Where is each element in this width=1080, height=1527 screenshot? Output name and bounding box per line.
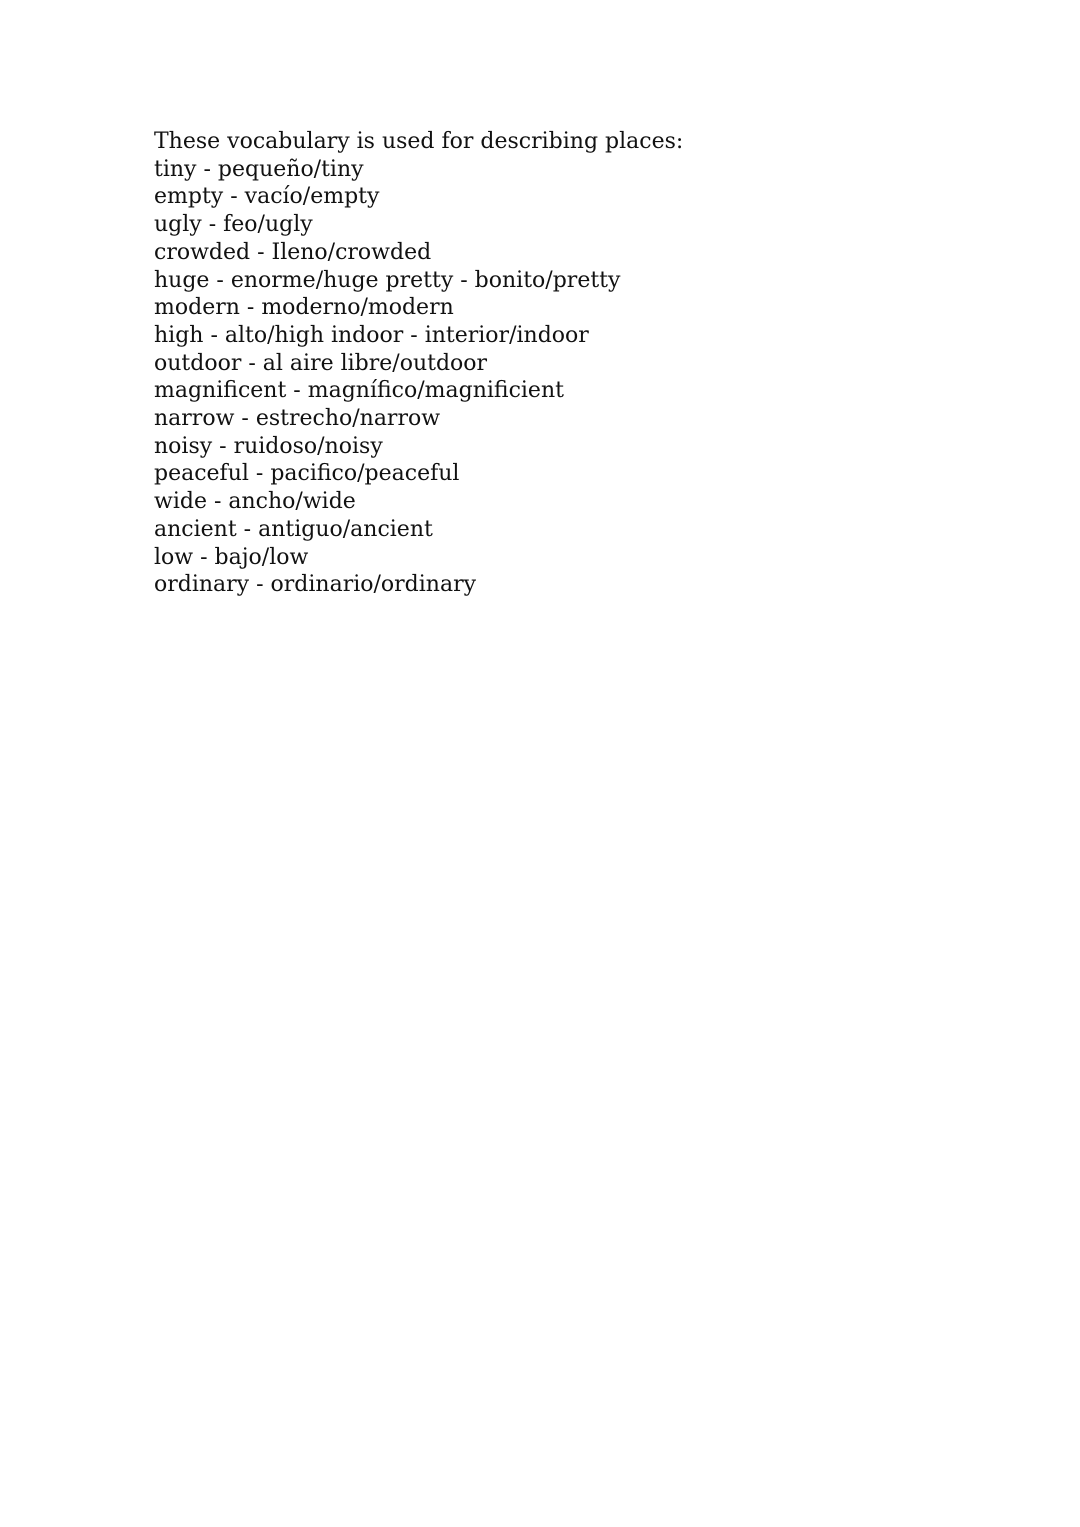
vocab-line: wide - ancho/wide [154, 489, 356, 515]
vocab-line: ordinary - ordinario/ordinary [154, 572, 477, 598]
vocab-line: high - alto/high indoor - interior/indoor [154, 322, 589, 348]
vocab-line: outdoor - al aire libre/outdoor [154, 350, 488, 376]
vocab-line: ugly - feo/ugly [154, 212, 313, 238]
vocab-line: narrow - estrecho/narrow [154, 406, 441, 432]
vocab-line: peaceful - pacifico/peaceful [154, 461, 460, 487]
intro-line: These vocabulary is used for describing places: [154, 129, 684, 154]
vocab-line: ancient - antiguo/ancient [154, 516, 433, 542]
vocab-line: noisy - ruidoso/noisy [154, 433, 383, 459]
vocab-line: tiny - pequeño/tiny [154, 156, 364, 182]
vocab-line: modern - moderno/modern [154, 295, 454, 321]
vocab-line: magnificent - magnífico/magnificient [154, 378, 564, 404]
vocabulary-text-block [154, 128, 914, 599]
vocab-line: low - bajo/low [154, 544, 309, 570]
vocab-line: crowded - Ileno/crowded [154, 239, 432, 265]
vocab-line: huge - enorme/huge pretty - bonito/pretty [154, 267, 621, 293]
vocab-line: empty - vacío/empty [154, 184, 380, 210]
